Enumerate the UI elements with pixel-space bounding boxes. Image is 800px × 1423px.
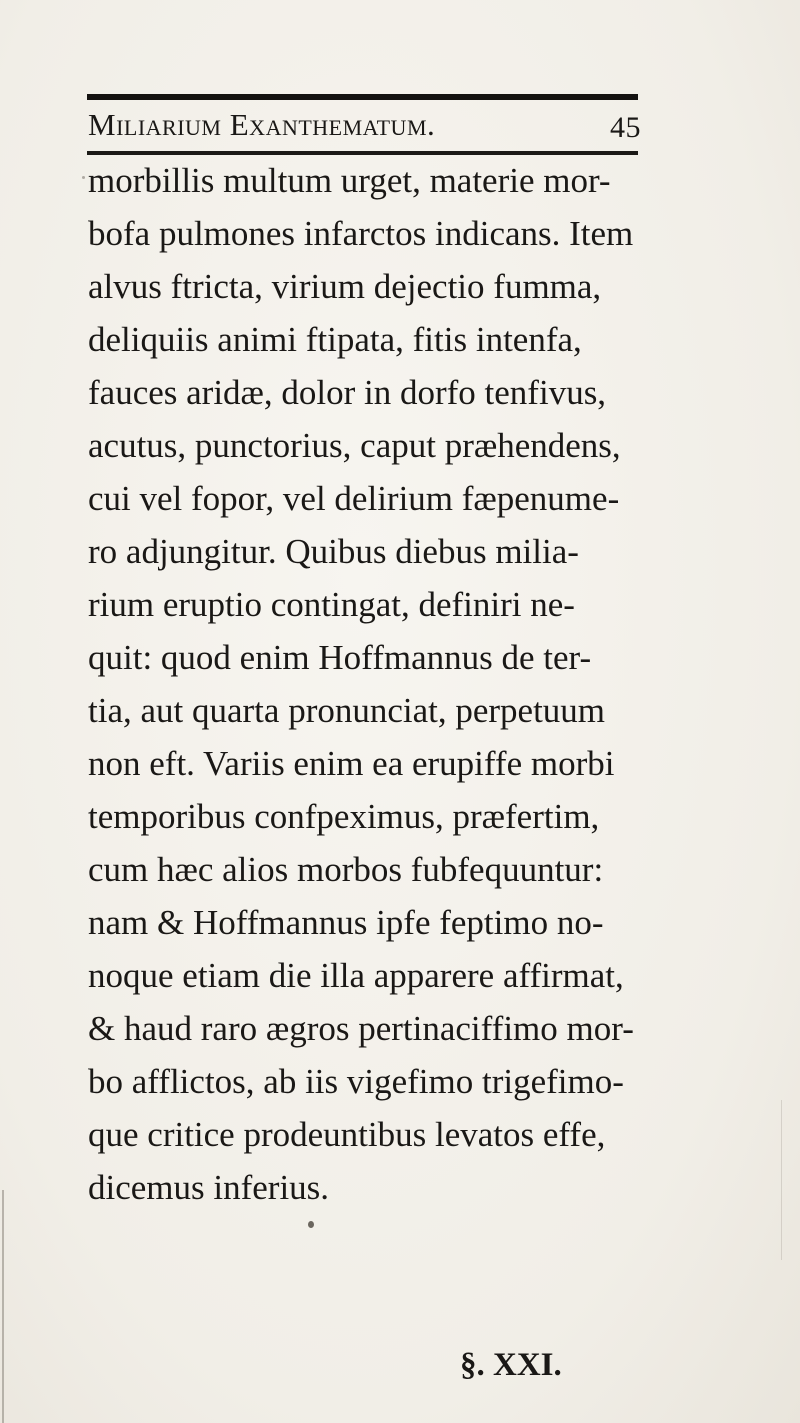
- page-edge-mark: [2, 1190, 4, 1423]
- text-line: tia, aut quarta pronunciat, perpetuum: [88, 691, 606, 730]
- text-line: ro adjungitur. Quibus diebus milia-: [88, 532, 579, 571]
- ink-speck: [82, 176, 85, 179]
- text-line: acutus, punctorius, caput præhendens,: [88, 426, 621, 465]
- text-line: noque etiam die illa apparere affirmat,: [88, 956, 624, 995]
- text-line: bo afflictos, ab iis vigefimo trigefimo-: [88, 1062, 624, 1101]
- header-title: Miliarium Exanthematum.: [88, 107, 436, 142]
- text-line: rium eruptio contingat, definiri ne-: [88, 585, 575, 624]
- text-line: deliquiis animi ftipata, fitis intenfa,: [88, 320, 582, 359]
- text-line: alvus ftricta, virium dejectio fumma,: [88, 267, 602, 306]
- header-top-rule: [87, 94, 638, 100]
- text-line: bofa pulmones infarctos indicans. Item: [88, 214, 634, 253]
- text-line: quit: quod enim Hoffmannus de ter-: [88, 638, 592, 677]
- text-line: non eft. Variis enim ea erupiffe morbi: [88, 744, 615, 783]
- page-edge-mark: [781, 1100, 782, 1260]
- text-line: cui vel fopor, vel delirium fæpenume-: [88, 479, 620, 518]
- text-line: que critice prodeuntibus levatos effe,: [88, 1115, 606, 1154]
- text-line: temporibus confpeximus, præfertim,: [88, 797, 600, 836]
- text-line: & haud raro ægros pertinaciffimo mor-: [88, 1009, 634, 1048]
- text-line: fauces aridæ, dolor in dorfo tenfivus,: [88, 373, 607, 412]
- header-bottom-rule: [87, 151, 638, 155]
- text-line: nam & Hoffmannus ipfe feptimo no-: [88, 903, 604, 942]
- running-header: [88, 107, 643, 149]
- text-line: morbillis multum urget, materie mor-: [88, 161, 611, 200]
- page-number: 45: [610, 111, 641, 144]
- section-heading: §. XXI.: [460, 1347, 562, 1383]
- ink-speck: [308, 1221, 314, 1228]
- text-line: dicemus inferius.: [88, 1168, 330, 1207]
- text-line: cum hæc alios morbos fubfequuntur:: [88, 850, 604, 889]
